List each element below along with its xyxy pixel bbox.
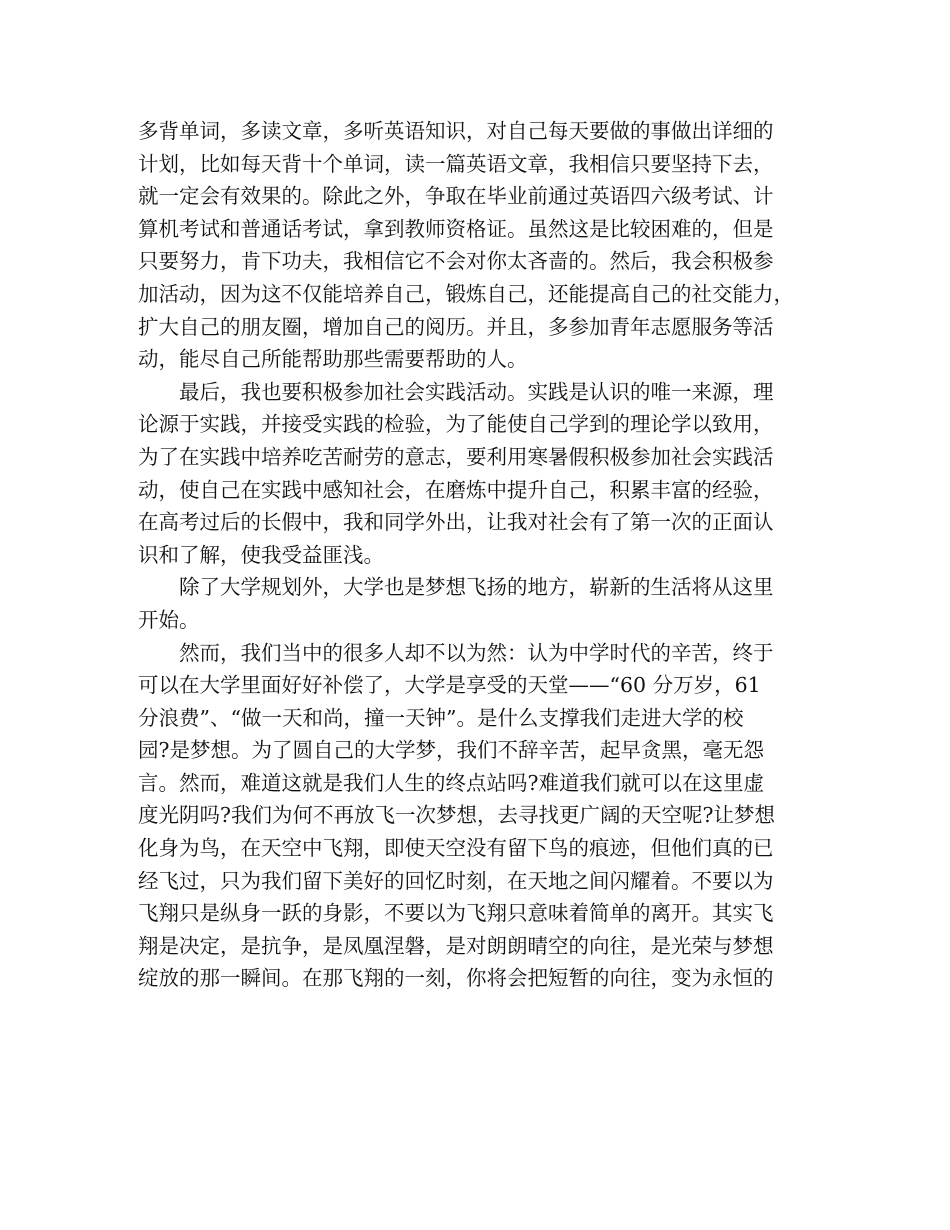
text-line: 园?是梦想。为了圆自己的大学梦，我们不辞辛苦，起早贪黑，毫无怨 (138, 738, 764, 763)
text-line: 度光阴吗?我们为何不再放飞一次梦想，去寻找更广阔的天空呢?让梦想 (138, 803, 775, 828)
text-line: 翔是决定，是抗争，是凤凰涅磐，是对朗朗晴空的向往，是光荣与梦想 (138, 933, 774, 958)
text-line: 飞翔只是纵身一跃的身影，不要以为飞翔只意味着简单的离开。其实飞 (138, 901, 774, 926)
text-line: 动，使自己在实践中感知社会，在磨炼中提升自己，积累丰富的经验， (138, 477, 774, 502)
paragraph-first-line: 然而，我们当中的很多人却不以为然：认为中学时代的辛苦，终于 (179, 640, 774, 665)
text-line: 加活动，因为这不仅能培养自己，锻炼自己，还能提高自己的社交能力， (138, 281, 794, 306)
text-line: 动，能尽自己所能帮助那些需要帮助的人。 (138, 347, 528, 372)
text-line: 开始。 (138, 607, 200, 632)
text-line: 可以在大学里面好好补偿了，大学是享受的天堂——“60 分万岁，61 (138, 673, 761, 698)
text-line: 就一定会有效果的。除此之外，争取在毕业前通过英语四六级考试、计 (138, 184, 774, 209)
text-line: 分浪费”、“做一天和尚，撞一天钟”。是什么支撑我们走进大学的校 (138, 705, 744, 730)
text-line: 绽放的那一瞬间。在那飞翔的一刻，你将会把短暂的向往，变为永恒的 (138, 966, 774, 991)
text-line: 言。然而，难道这就是我们人生的终点站吗?难道我们就可以在这里虚 (138, 770, 764, 795)
text-line: 多背单词，多读文章，多听英语知识，对自己每天要做的事做出详细的 (138, 119, 774, 143)
text-line: 算机考试和普通话考试，拿到教师资格证。虽然这是比较困难的，但是 (138, 216, 774, 241)
text-line: 论源于实践，并接受实践的检验，为了能使自己学到的理论学以致用， (138, 412, 774, 437)
body-text (138, 115, 828, 995)
text-line: 经飞过，只为我们留下美好的回忆时刻，在天地之间闪耀着。不要以为 (138, 868, 774, 893)
paragraph-first-line: 除了大学规划外，大学也是梦想飞扬的地方，崭新的生活将从这里 (179, 575, 774, 600)
text-line: 计划，比如每天背十个单词，读一篇英语文章，我相信只要坚持下去， (138, 151, 774, 176)
text-line: 在高考过后的长假中，我和同学外出，让我对社会有了第一次的正面认 (138, 510, 774, 535)
text-line: 扩大自己的朋友圈，增加自己的阅历。并且，多参加青年志愿服务等活 (138, 314, 774, 339)
text-line: 化身为鸟，在天空中飞翔，即使天空没有留下鸟的痕迹，但他们真的已 (138, 836, 774, 861)
text-line: 为了在实践中培养吃苦耐劳的意志，要利用寒暑假积极参加社会实践活 (138, 444, 774, 469)
text-line: 只要努力，肯下功夫，我相信它不会对你太吝啬的。然后，我会积极参 (138, 249, 774, 274)
text-line: 识和了解，使我受益匪浅。 (138, 542, 384, 567)
paragraph-first-line: 最后，我也要积极参加社会实践活动。实践是认识的唯一来源，理 (179, 379, 774, 404)
